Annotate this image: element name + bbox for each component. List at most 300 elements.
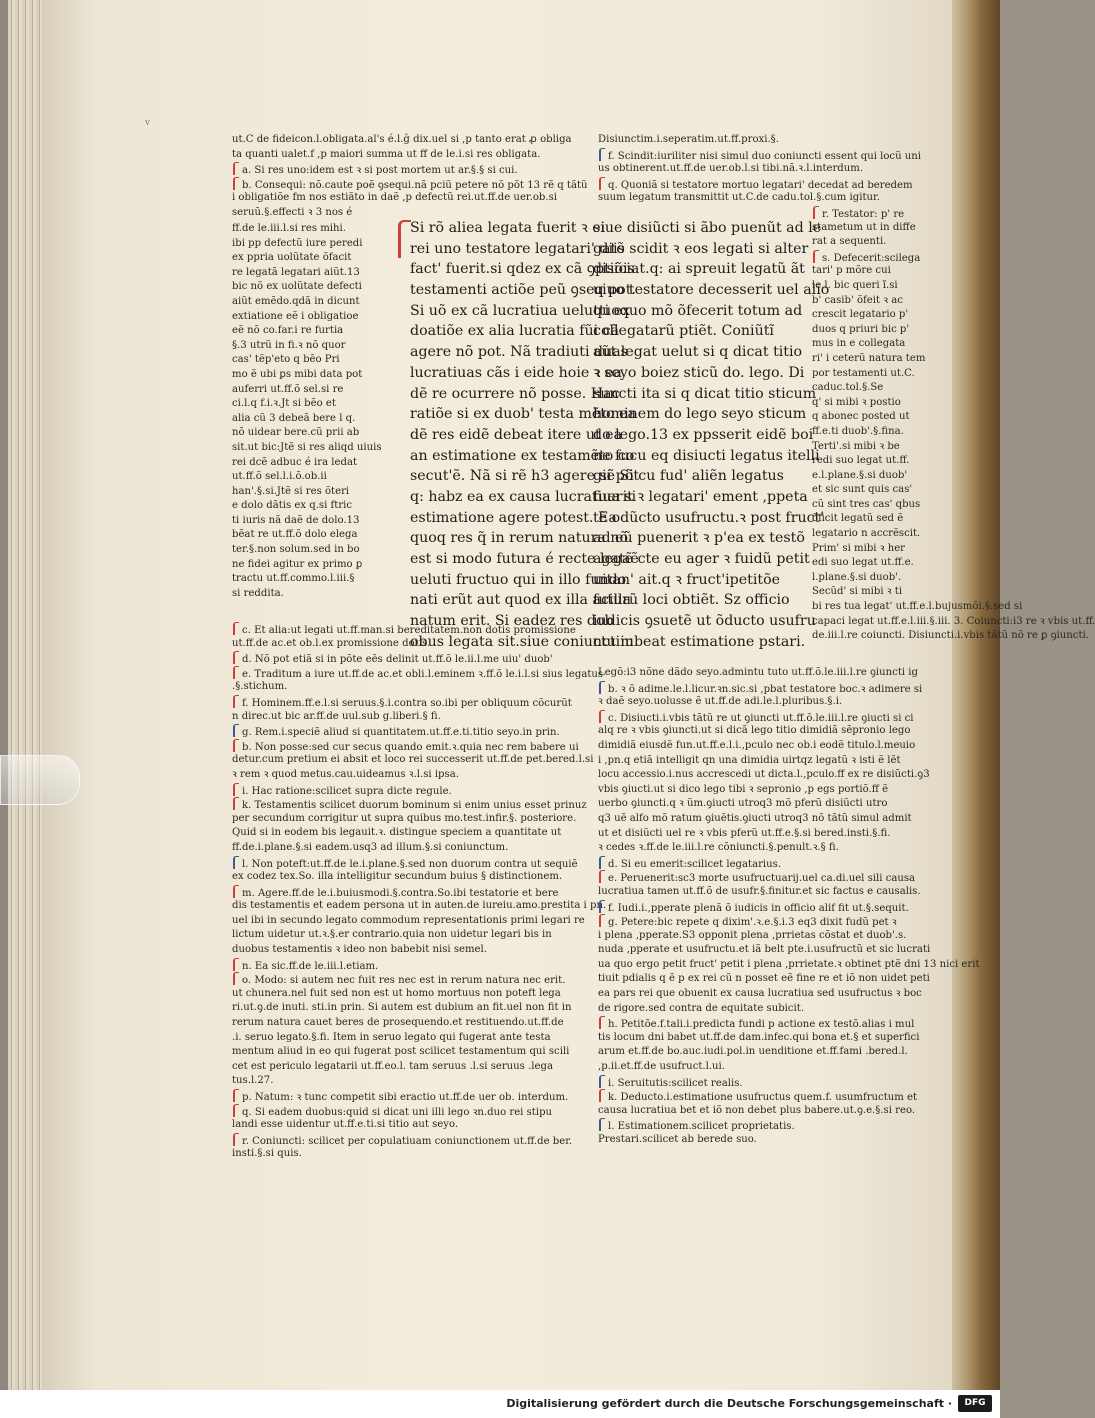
main-text-line-text: ne fucu eq disiucti legatus itelli: [593, 447, 820, 464]
note-line: [598, 827, 943, 842]
note-line: [598, 900, 943, 915]
note-line-text: uel ibi in secundo legato commodum representationis primi legari re: [232, 914, 585, 926]
note-line: [232, 622, 580, 637]
main-text-line: [593, 446, 820, 467]
note-line-text: ex codez tex.So. illa intelligitur secundum buius § distinctionem.: [232, 871, 563, 883]
main-text-line: [593, 363, 806, 384]
gloss-line-text: f. Scindit:iuriliter nisi simul duo coniuncti essent qui locũ uni: [608, 150, 922, 162]
note-line-text: tis locum dni babet ut.ff.de dam.infec.qui bona et.§ et superfici: [598, 1031, 920, 1043]
main-text-line: [410, 239, 625, 260]
gloss-line: [232, 543, 390, 558]
note-line-text: n direc.ut bic ar.ff.de uul.sub g.liberi.§ fi.: [232, 710, 441, 722]
note-line: [232, 958, 580, 973]
note-line-text: b. ꝛ õ adime.le.l.licur.ꝛn.sic.si ,pbat testatore boc.ꝛ adimere si: [608, 683, 923, 695]
dfg-logo: DFG: [958, 1395, 992, 1412]
gloss-line-text: capaci legat ut.ff.e.l.iii.§.iii. 3. Coiuncti:i3 re ꝛ vbis ut.ff.: [812, 615, 1095, 627]
gloss-line-text: edi suo legat ut.ff.e.: [812, 557, 914, 569]
gloss-line: [232, 441, 390, 456]
note-line-text: i ,pn.q etiã intelligit qn una dimidia uirtqz legatũ ꝛ isti ẽ lẽt: [598, 754, 901, 766]
note-line: [232, 826, 580, 841]
gloss-line: [812, 410, 940, 425]
gloss-line: [232, 470, 390, 485]
note-line-text: ꝛ cedes ꝛ.ff.de le.iii.l.re cõniuncti.§.penult.ꝛ.§ fi.: [598, 842, 839, 854]
note-line: [232, 856, 580, 871]
gloss-line-text: alia cũ 3 debeã bere l q.: [232, 412, 356, 424]
note-line-text: Quid si in eodem bis legauit.ꝛ. distingue speciem a quantitate ut: [232, 827, 562, 839]
note-line-text: dis testamentis et eadem persona ut in auten.de iureiu.amo.prestita i pn.: [232, 900, 607, 912]
main-text-line: [593, 590, 806, 611]
gloss-line-text: l.plane.§.si duob'.: [812, 571, 902, 583]
gloss-line-text: han'.§.si.Jtẽ si res õteri: [232, 485, 350, 497]
main-text-line-text: q: habz ea ex causa lucratiua si: [410, 488, 637, 505]
note-line: [232, 695, 580, 710]
rubric-mark: [599, 148, 605, 161]
note-line-text: cet est periculo legatarii ut.ff.eo.l. tam seruus .l.si seruus .lega: [232, 1060, 553, 1072]
note-line: [598, 1016, 943, 1031]
rubricated-initial: [398, 220, 411, 258]
rubric-mark: [599, 681, 605, 694]
gloss-line-text: re legatã legatari aiũt.13: [232, 266, 360, 278]
gloss-line-text: et sic sunt quis cas': [812, 484, 913, 496]
rubric-mark: [599, 856, 605, 869]
note-line-text: per secundum corrigitur ut supra quibus mo.test.infir.§. posteriore.: [232, 812, 577, 824]
main-text-line-text: nati erũt aut quod ex illa acilla: [410, 592, 631, 609]
main-text-line: [593, 321, 806, 342]
main-text-column-1: [398, 218, 640, 652]
note-line: [232, 637, 580, 652]
main-text-line-text: ueluti fructuo qui in illo fundo: [410, 571, 627, 588]
main-text-line-text: doatiõe ex alia lucratia fũi cã: [410, 323, 620, 340]
main-text-line-text: aũt legat uelut si q dicat titio: [593, 344, 803, 361]
note-line-text: g. Petere:bic repete q dixim'.ꝛ.e.§.i.3 eq3 dixit fudũ pet ꝛ: [608, 917, 897, 929]
gloss-line-text: cũ sint tres cas' qbus: [812, 498, 921, 510]
gloss-line-text: redi suo legat ut.ff.: [812, 455, 910, 467]
note-line: [598, 870, 943, 885]
main-text-line: [410, 590, 631, 611]
gloss-line: [232, 177, 588, 192]
gloss-line: [232, 353, 390, 368]
gloss-line: [812, 483, 940, 498]
right-lower-notes: [598, 666, 980, 1148]
note-line: [232, 753, 594, 768]
main-text-line: [410, 321, 620, 342]
rubric-mark: [233, 958, 239, 971]
main-text-line-text: quoquo mõ õfecerit totum ad: [593, 302, 803, 319]
note-line-text: d. Nõ pot etiã si in põte eẽs delinit ut.ff.õ le.ii.l.me uiu' duob': [242, 654, 553, 666]
gloss-line: [232, 295, 390, 310]
gloss-line: [812, 469, 940, 484]
note-line-text: g. Rem.i.speciẽ aliud si quantitatem.ut.ff.e.ti.titio seyo.in prin.: [242, 727, 560, 739]
gloss-line-text: crescit legatario p': [812, 309, 909, 321]
note-line: [232, 841, 580, 856]
gloss-line-text: Terti'.si mibi ꝛ be: [812, 440, 900, 452]
main-text-line: [410, 466, 640, 487]
note-line-text: d. Si eu emerit:scilicet legatarius.: [608, 858, 782, 870]
gloss-line-text: a. Si res uno:idem est ꝛ si post mortem ut ar.§.§ si cui.: [242, 165, 518, 177]
left-narrow-gloss: [232, 222, 390, 601]
note-line: [232, 972, 580, 987]
main-text-line-text: iudicis ꝯsuetẽ ut õducto usufru: [593, 613, 816, 630]
note-line: [232, 651, 580, 666]
note-line-text: Prestari.scilicet ab berede suo.: [598, 1134, 757, 1145]
note-line: [232, 1001, 580, 1016]
gloss-line-text: nõ uidear bere.cũ prii ab: [232, 427, 360, 439]
rubric-mark: [233, 1104, 239, 1117]
note-line-text: e. Traditum a iure ut.ff.de ac.et obli.l.eminem ꝛ.ff.õ le.i.l.si sius legatus: [242, 668, 604, 680]
note-line: [598, 914, 943, 929]
main-text-line-text: fact' fuerit.si qdez ex cã ꝯptiõis: [410, 261, 635, 278]
main-text-line-text: uiuo testatore decesserit uel alio: [593, 282, 830, 299]
gloss-line: [232, 528, 390, 543]
note-line-text: uerbo ꝯiuncti.q ꝛ ũm.ꝯiucti utroq3 mõ pferũ disiũcti utro: [598, 798, 888, 810]
main-text-line: [410, 342, 628, 363]
main-text-line: [410, 259, 635, 280]
gloss-line-text: extiatione eẽ i obligatioe: [232, 310, 359, 322]
main-text-line-text: dẽ res eidẽ debeat itere ut ea: [410, 426, 623, 443]
gloss-line: [232, 426, 390, 441]
gloss-line-text: de.iii.l.re coiuncti. Disiuncti.i.vbis tãtũ nõ re ꝑ ꝯiuncti.: [812, 630, 1089, 642]
gloss-line: [232, 558, 390, 573]
gloss-line-text: q abonec posted ut: [812, 411, 910, 423]
main-text-line-text: an estimatione ex testamẽto co: [410, 447, 635, 464]
gloss-line-text: eẽ nõ co.far.i re furtia: [232, 325, 344, 337]
note-line-text: l. Estimationem.scilicet proprietatis.: [608, 1121, 795, 1133]
gloss-line: [232, 587, 390, 602]
gloss-line-text: e dolo dãtis ex q.si ftric: [232, 500, 353, 512]
note-line: [598, 1075, 943, 1090]
gloss-line: [812, 629, 1089, 644]
main-text-line-text: fuerit ꝛ legatari' ement ,ppeta: [593, 488, 808, 505]
funding-notice: Digitalisierung gefördert durch die Deutsche Forschungsgemeinschaft ·: [506, 1397, 952, 1410]
main-text-line-text: Si rõ aliea legata fuerit ꝛ ei: [410, 220, 606, 236]
note-line: [598, 841, 943, 856]
gloss-line: [812, 556, 940, 571]
note-line: [232, 943, 580, 958]
gloss-line: [812, 512, 940, 527]
note-line: [598, 724, 943, 739]
note-line-text: causa lucratiua bet et iõ non debet plus babere.ut.ꝯ.e.§.si reo.: [598, 1104, 916, 1116]
note-line-text: arum et.ff.de bo.auc.iudi.pol.in uenditione et.ff.fami .bered.l.: [598, 1046, 908, 1058]
main-text-line: [410, 301, 631, 322]
note-line-text: nuda ,pperate et usufructu.et iã belt pte.i.usufructũ et sic lucrati: [598, 944, 931, 956]
gloss-line-text: suum legatum transmittit ut.C.de cadu.tol.§.cum igitur.: [598, 192, 880, 204]
note-line-text: n. Ea sic.ff.de le.iii.l.etiam.: [242, 960, 379, 972]
note-line: [232, 1133, 580, 1148]
note-line: [598, 987, 943, 1002]
rubric-mark: [813, 206, 819, 219]
note-line: [598, 929, 943, 944]
note-line-text: q3 uẽ alfo mõ ratum ꝯiuẽtis.ꝯiucti utroq3 nõ tãtũ simul admit: [598, 812, 912, 824]
note-line: [232, 797, 587, 812]
main-text-line: [593, 508, 825, 529]
gloss-line: [598, 177, 943, 192]
note-line-text: ea pars rei que obuenit ex causa lucratiua sed usufructus ꝛ boc: [598, 988, 922, 1000]
gloss-line-text: ri' i ceterũ natura tem: [812, 352, 926, 364]
note-line: [232, 783, 580, 798]
gloss-line: [812, 498, 940, 513]
note-line: [598, 1002, 943, 1017]
note-line: [232, 768, 580, 783]
note-line-text: mentum aliud in eo qui fugerat post scilicet testamentum qui scili: [232, 1046, 570, 1058]
main-text-line: [410, 363, 622, 384]
main-text-line: [593, 301, 806, 322]
gloss-line-text: bẽat re ut.ff.õ dolo elega: [232, 529, 358, 541]
gloss-line: [812, 308, 940, 323]
gloss-line-text: ff.e.ti duob'.§.fina.: [812, 425, 904, 437]
main-text-line: [593, 528, 806, 549]
note-line-text: f. Hominem.ff.e.l.si seruus.§.i.contra so.ibi per obliquum cõcurũt: [242, 697, 572, 709]
gloss-line: [812, 600, 1023, 615]
note-line: [598, 1133, 943, 1148]
gloss-line-text: tari' p mõre cui: [812, 265, 891, 277]
gloss-line: [232, 148, 577, 163]
note-line-text: h. Petitõe.f.tali.i.predicta fundi p actione ex testõ.alias i mul: [608, 1019, 915, 1031]
note-line: [598, 1089, 943, 1104]
gloss-line: [232, 383, 390, 398]
gloss-line-text: §.3 utrũ in fi.ꝛ nõ quor: [232, 339, 346, 351]
note-line: [232, 666, 604, 681]
rubric-mark: [233, 622, 239, 635]
note-line-text: de rigore.sed contra de equitate subicit.: [598, 1002, 805, 1014]
main-text-line-text: agere nõ pot. Nã tradiuti duas: [410, 344, 628, 361]
main-text-line: [593, 280, 830, 301]
main-text-line: [593, 632, 806, 653]
gloss-line-text: e.l.plane.§.si duob': [812, 469, 908, 481]
gloss-line: [232, 251, 390, 266]
gloss-line-text: cas' tẽp'eto q bẽo Pri: [232, 354, 340, 366]
note-line-text: dimidiã eiusdẽ fun.ut.ff.e.l.i.,pculo nec ob.i eodẽ titulo.l.meuio: [598, 739, 916, 751]
note-line: [232, 914, 585, 929]
note-line-text: Legõ:i3 nõne dãdo seyo.admintu tuto ut.ff.õ.le.iii.l.re ꝯiuncti ig: [598, 667, 918, 678]
rubric-mark: [599, 177, 605, 190]
gloss-line-text: b' casib' õfeit ꝛ ac: [812, 294, 903, 306]
note-line: [232, 885, 580, 900]
gloss-line: [812, 542, 940, 557]
rubric-mark: [599, 1118, 605, 1131]
note-line: [598, 797, 943, 812]
left-lower-notes: [232, 622, 607, 1162]
gloss-line: [598, 162, 943, 177]
note-line: [232, 710, 580, 725]
note-line-text: k. Testamentis scilicet duorum bominum si enim unius esset prinuz: [242, 800, 587, 812]
gloss-line-text: q. Quoniã si testatore mortuo legatari' decedat ad beredem: [608, 179, 913, 191]
gloss-line: [812, 352, 940, 367]
main-text-line-text: disiciat.q: ai spreuit legatũ ãt: [593, 261, 805, 278]
gloss-line: [232, 368, 390, 383]
main-text-line-text: rei uno testatore legatari' diis: [410, 240, 625, 257]
gloss-line-text: rat a sequenti.: [812, 236, 887, 248]
book-binding-gutter: [952, 0, 1000, 1390]
note-line-text: insti.§.si quis.: [232, 1148, 302, 1160]
gloss-line-text: mo ẽ ubi ꝑs mibi data pot: [232, 368, 363, 380]
gloss-line-text: Prim' si mibi ꝛ her: [812, 542, 906, 554]
gloss-line-text: mus in e collegata: [812, 338, 906, 350]
rubric-mark: [233, 739, 239, 752]
main-text-line: [410, 280, 636, 301]
gloss-line-text: aiũt emẽdo.qdã in dicunt: [232, 295, 360, 307]
gloss-line-text: seruũ.§.effecti ꝛ 3 nos é: [232, 206, 353, 218]
main-text-line-text: siue disiũcti si ãbo puenũt ad le: [593, 220, 822, 236]
gloss-line-text: r. Testator: p' re: [822, 209, 905, 220]
gloss-line-text: bic nõ ex uolũtate defecti: [232, 281, 362, 293]
note-line: [598, 958, 980, 973]
main-text-line: [410, 218, 606, 239]
note-line-text: i plena ,pperate.S3 opponit plena ,prrietas cõstat et duob'.s.: [598, 929, 907, 941]
gloss-line-text: por testamenti ut.C.: [812, 367, 915, 379]
main-text-line-text: suncti ita si q dicat titio sticum: [593, 385, 817, 402]
note-line-text: c. Et alia:ut legati ut.ff.man.si bereditatem.non dotis promissione: [242, 625, 576, 636]
rubric-mark: [599, 1016, 605, 1029]
main-text-line-text: est si modo futura é recte legaẽ: [410, 551, 639, 567]
note-line: [232, 1089, 580, 1104]
note-line-text: e. Peruenerit:sc3 morte usufructuarij.uel ca.di.uel sili causa: [608, 873, 916, 885]
main-text-line: [410, 528, 629, 549]
note-line: [232, 1147, 580, 1162]
note-line-text: k. Deducto.i.estimatione usufructus quem.f. usumfructum et: [608, 1092, 918, 1104]
gloss-line: [812, 425, 940, 440]
note-line-text: ut.ff.de ac.et ob.l.ex promissione dotis.: [232, 637, 431, 649]
rubric-mark: [599, 900, 605, 913]
note-line-text: lucratiua tamen ut.ff.õ de usufr.§.finitur.et sic factus e causalis.: [598, 885, 921, 897]
gloss-line-text: sit.ut bic:Jtẽ si res aliqd uiuis: [232, 441, 382, 453]
gloss-line: [232, 324, 390, 339]
gloss-line: [812, 279, 940, 294]
note-line: [598, 943, 943, 958]
main-text-line-text: dẽ re ocurrere nõ posse. Hac: [410, 385, 620, 402]
main-text-line-text: secut'ẽ. Nã si rẽ h3 agere si põt: [410, 468, 640, 485]
note-line: [232, 724, 580, 739]
gloss-line: [232, 456, 390, 471]
gloss-line-text: i obligatiõe fm nos estiãto in daẽ ,p defectũ rei.ut.ff.de uer.ob.si: [232, 192, 557, 204]
note-line-text: ff.de.i.plane.§.si eadem.usq3 ad illum.§.si coniunctum.: [232, 841, 509, 853]
rubric-mark: [233, 651, 239, 664]
main-text-line: [593, 549, 810, 570]
note-line-text: f. Iudi.i.,pperate plenã õ iudicis in officio alif fit ut.§.sequit.: [608, 902, 909, 914]
main-text-line: [593, 404, 806, 425]
main-text-line: [410, 508, 617, 529]
rubric-mark: [233, 724, 239, 737]
rubric-mark: [233, 695, 239, 708]
gloss-line-text: ex ppria uolũtate õfacit: [232, 252, 352, 264]
gloss-line-text: rei dcẽ adbuc é ira ledat: [232, 456, 358, 468]
note-line: [598, 1060, 943, 1075]
note-line: [598, 885, 943, 900]
gloss-line: [232, 191, 577, 206]
note-line: [232, 987, 580, 1002]
main-text-line-text: obus legata sit.siue coniunctim: [410, 633, 634, 650]
rubric-mark: [233, 797, 239, 810]
gloss-line-text: ta quanti ualet.f ,p maiori summa ut ff de le.i.si res obligata.: [232, 148, 541, 160]
main-text-line-text: do lego.13 ex ppsserit eidẽ boi: [593, 426, 814, 443]
note-line: [598, 1118, 943, 1133]
main-text-line-text: ratiõe si ex duob' testa mẽto ea: [410, 406, 636, 423]
gloss-line: [232, 412, 390, 427]
main-text-line: [593, 466, 806, 487]
main-text-line-text: ad eũ puenerit ꝛ p'ea ex testõ: [593, 530, 805, 547]
note-line: [232, 1104, 580, 1119]
gloss-line-text: q' si mibi ꝛ postio: [812, 396, 901, 408]
gloss-line-text: Disiunctim.i.seperatim.ut.ff.proxi.§.: [598, 134, 779, 145]
gloss-line: [812, 454, 940, 469]
main-text-line-text: agatẽ cte eu ager ꝛ fuidũ petit: [593, 551, 810, 567]
gloss-line-text: bi res tua legat' ut.ff.e.l.bujusmõi.§.sed si: [812, 601, 1023, 613]
note-line: [598, 739, 943, 754]
note-line: [598, 1045, 943, 1060]
note-line-text: tiuit pdialis q ẽ p ex rei cũ n posset eẽ fine re et iõ non uidet peti: [598, 973, 930, 985]
note-line-text: ua quo ergo petit fruct' petit i plena ,prrietate.ꝛ obtinet ptẽ dni 13 nici erit: [598, 958, 980, 970]
rubric-mark: [233, 1133, 239, 1146]
note-line: [232, 739, 580, 754]
gloss-line-text: ibi pp defectũ iure peredi: [232, 237, 363, 249]
footer-bar: [0, 1390, 1000, 1418]
main-text-line-text: lucratiuas cãs i eide hoie ꝛ ea: [410, 364, 622, 381]
note-line: [598, 1031, 943, 1046]
note-line: [598, 972, 943, 987]
note-line: [598, 695, 943, 710]
rubric-mark: [233, 972, 239, 985]
note-line-text: ut et disiũcti uel re ꝛ vbis pferũ ut.ff.e.§.si bered.insti.§.fi.: [598, 827, 891, 839]
note-line-text: b. Non posse:sed cur secus quando emit.ꝛ.quia nec rem babere ui: [242, 741, 579, 753]
note-line-text: ꝛ daẽ seyo.uolusse ẽ ut.ff.de adi.le.l.pluribus.§.i.: [598, 696, 843, 708]
main-text-line-text: tẽ odũcto usufructu.ꝛ post fruct': [593, 509, 825, 526]
note-line-text: i. Seruitutis:scilicet realis.: [608, 1077, 743, 1089]
note-line-text: i. Hac ratione:scilicet supra dicte regule.: [242, 785, 452, 797]
gloss-line-text: duos q priuri bic p': [812, 323, 910, 335]
gloss-line-text: Secũd' si mibi ꝛ ti: [812, 586, 903, 598]
main-text-line: [593, 218, 822, 239]
main-text-line: [593, 425, 814, 446]
note-line: [598, 783, 943, 798]
gloss-line-text: ne fidei agitur ex primo ꝑ: [232, 558, 363, 570]
main-text-line: [593, 239, 809, 260]
gloss-line: [232, 162, 577, 177]
note-line-text: ꝛ rem ꝛ quod metus.cau.uideamus ꝛ.l.si ipsa.: [232, 768, 459, 780]
note-line-text: duobus testamentis ꝛ ideo non babebit nisi semel.: [232, 944, 487, 956]
gloss-line: [812, 396, 940, 411]
note-line-text: landi esse uidentur ut.ff.e.ti.si titio aut seyo.: [232, 1119, 459, 1131]
gloss-line: [232, 572, 390, 587]
gloss-line-text: õficit legatũ sed ẽ: [812, 513, 904, 525]
gloss-line: [812, 206, 940, 221]
note-line-text: detur.cum pretium ei absit et loco rei successerit ut.ff.de pet.bered.l.si: [232, 754, 594, 766]
page-mark: v: [145, 118, 151, 128]
main-text-line: [410, 404, 636, 425]
gloss-line: [812, 527, 940, 542]
main-text-line: [593, 570, 806, 591]
rubric-mark: [599, 1089, 605, 1102]
note-line-text: locu accessio.i.nus accrescedi ut dicta.l.,pculo.ff ex re disiũcti.ꝯ3: [598, 769, 930, 781]
gloss-line-text: caduc.tol.§.Se: [812, 382, 884, 394]
note-line-text: c. Disiucti.i.vbis tãtũ re ut ꝯiuncti ut.ff.õ.le.iii.l.re ꝯiucti si ci: [608, 712, 914, 724]
note-line-text: rerum natura cauet beres de prosequendo.et restituendo.ut.ff.de: [232, 1017, 564, 1029]
rubric-mark: [599, 1075, 605, 1088]
gloss-line: [232, 280, 390, 295]
note-line: [232, 812, 580, 827]
note-line: [598, 666, 943, 681]
note-line: [598, 710, 943, 725]
main-text-line: [410, 570, 627, 591]
main-text-line: [593, 384, 817, 405]
rubric-mark: [599, 710, 605, 723]
note-line-text: .§.stichum.: [232, 681, 288, 693]
gloss-line: [812, 367, 940, 382]
note-line-text: ,p.ii.et.ff.de usufruct.l.ui.: [598, 1061, 725, 1073]
rubric-mark: [233, 783, 239, 796]
gloss-line: [232, 485, 390, 500]
gloss-line: [812, 221, 940, 236]
main-text-line: [593, 487, 806, 508]
note-line: [598, 681, 943, 696]
